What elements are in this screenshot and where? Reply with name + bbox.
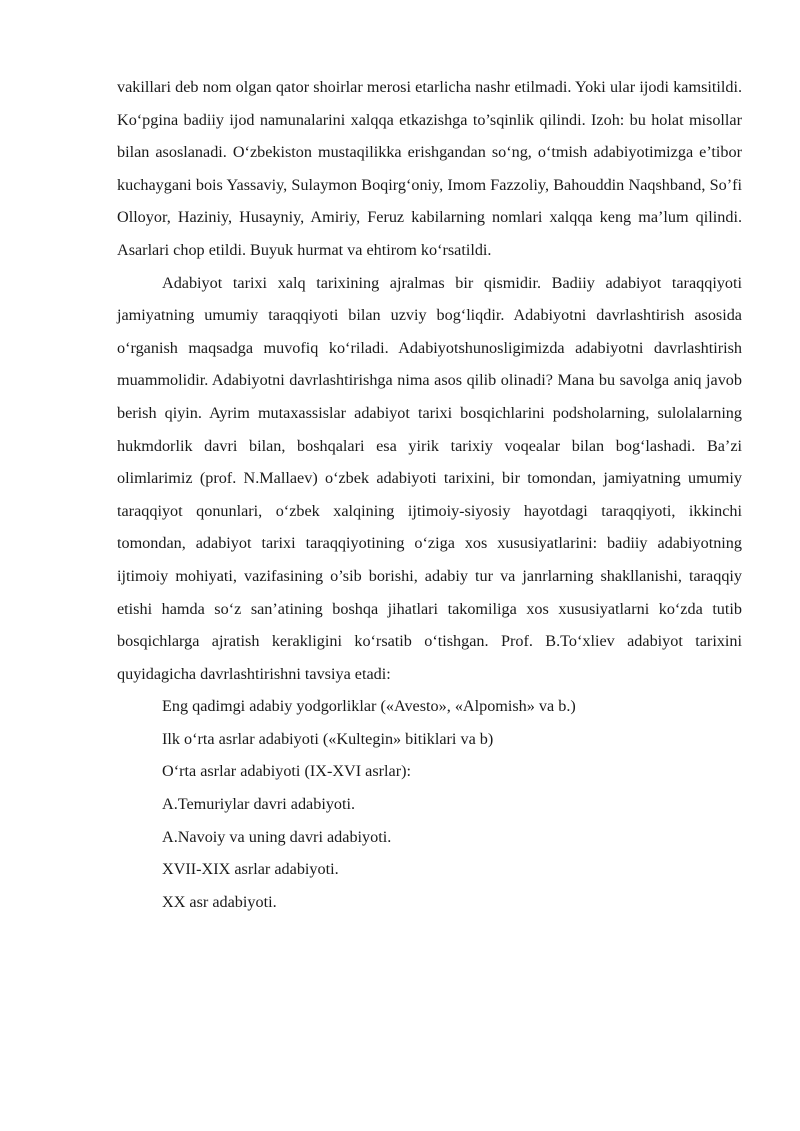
period-list bbox=[117, 690, 742, 918]
list-item: O‘rta asrlar adabiyoti (IX-XVI asrlar): bbox=[162, 762, 411, 781]
list-item: XVII-XIX asrlar adabiyoti. bbox=[162, 860, 339, 879]
list-item: XX asr adabiyoti. bbox=[162, 892, 277, 911]
paragraph-intro: vakillari deb nom olgan qator shoirlar merosi etarlicha nashr etilmadi. Yoki ular ijodi kamsitildi. Ko‘pgina badiiy ijod namunalarini xalqqa etkazishga to’sqinlik qilindi. Izoh: bu holat misollar bilan asoslanadi. O‘zbekiston mustaqilikka erishgandan so‘ng, o‘tmish adabiyotimizga e’tibor kuchaygani bois Yassaviy, Sulaymon Boqirg‘oniy, Imom Fazzoliy, Bahouddin Naqshband, So’fi Olloyor, Haziniy, Husayniy, Amiriy, Feruz kabilarning nomlari xalqqa keng ma’lum qilindi. Asarlari chop etildi. Buyuk hurmat va ehtirom ko‘rsatildi. bbox=[117, 78, 742, 259]
document-page bbox=[117, 71, 742, 918]
paragraph-periodization: Adabiyot tarixi xalq tarixining ajralmas bir qismidir. Badiiy adabiyot taraqqiyoti jamiyatning umumiy taraqqiyoti bilan uzviy bog‘liqdir. Adabiyotni davrlashtirish asosida o‘rganish maqsadga muvofiq ko‘riladi. Adabiyotshunosligimizda adabiyotni davrlashtirish muammolidir. Adabiyotni davrlashtirishga nima asos qilib olinadi? Mana bu savolga aniq javob berish qiyin. Ayrim mutaxassislar adabiyot tarixi bosqichlarini podsholarning, sulolalarning hukmdorlik davri bilan, boshqalari esa yirik tarixiy voqealar bilan bog‘lashadi. Ba’zi olimlarimiz (prof. N.Mallaev) o‘zbek adabiyoti tarixini, bir tomondan, jamiyatning umumiy taraqqiyot qonunlari, o‘zbek xalqining ijtimoiy-siyosiy hayotdagi taraqqiyoti, ikkinchi tomondan, adabiyot tarixi taraqqiyotining o‘ziga xos xususiyatlarini: badiiy adabiyotning ijtimoiy mohiyati, vazifasining o’sib borishi, adabiy tur va janrlarning shakllanishi, taraqqiy etishi hamda so‘z san’atining boshqa jihatlari takomiliga xos xususiyatlarni ko‘zda tutib bosqichlarga ajratish kerakligini ko‘rsatib o‘tishgan. Prof. B.To‘xliev adabiyot tarixini quyidagicha davrlashtirishni tavsiya etadi: bbox=[117, 273, 742, 683]
list-item: A.Navoiy va uning davri adabiyoti. bbox=[162, 827, 392, 846]
list-item: Ilk o‘rta asrlar adabiyoti («Kultegin» bitiklari va b) bbox=[162, 729, 494, 748]
list-item: A.Temuriylar davri adabiyoti. bbox=[162, 795, 356, 814]
list-item: Eng qadimgi adabiy yodgorliklar («Avesto», «Alpomish» va b.) bbox=[162, 697, 576, 716]
